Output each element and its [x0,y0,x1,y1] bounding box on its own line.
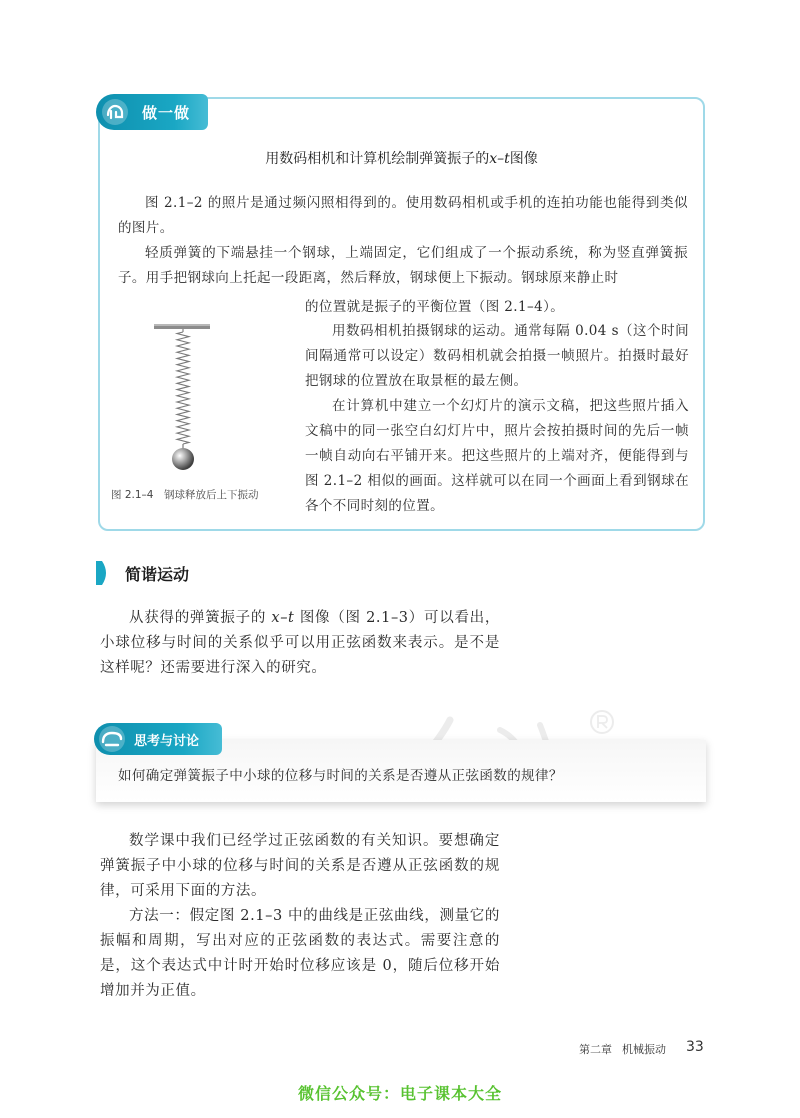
activity-paragraph-2-continued: 的位置就是振子的平衡位置（图 2.1–4）。 [305,299,565,315]
activity-badge [96,94,208,130]
activity-paragraph-4: 在计算机中建立一个幻灯片的演示文稿，把这些照片插入文稿中的同一张空白幻灯片中，照片会按拍摄时间的先后一帧一帧自动向右平铺开来。把这些照片的上端对齐，便能得到与图 2.1–2 相似的画面。这样就可以在同一个画面上看到钢球在各个不同时刻的位置。 [305,398,689,514]
steel-ball [172,448,194,470]
activity-title-prefix: 用数码相机和计算机绘制弹簧振子的 [265,151,490,167]
activity-paragraph-2: 轻质弹簧的下端悬挂一个钢球，上端固定，它们组成了一个振动系统，称为竖直弹簧振子。用手把钢球向上托起一段距离，然后释放，钢球便上下振动。钢球原来静止时 [118,245,688,286]
activity-paragraph-3: 用数码相机拍摄钢球的运动。通常每隔 0.04 s（这个时间间隔通常可以设定）数码相机就会拍摄一帧照片。拍摄时最好把钢球的位置放在取景框的最左侧。 [305,323,689,389]
activity-badge-label: 做一做 [142,103,191,122]
main-paragraph-1-prefix: 从获得的弹簧振子的 [129,610,272,626]
discussion-question: 如何确定弹簧振子中小球的位移与时间的关系是否遵从正弦函数的规律？ [118,768,563,784]
discussion-badge [94,723,222,755]
footer-chapter-number: 第二章 [579,1043,612,1056]
spring-coil [177,329,189,444]
main-paragraph-1-variable: x–t [271,610,295,626]
main-paragraph-1 [100,606,500,681]
spring-oscillator-figure [150,318,220,474]
main-paragraph-2: 数学课中我们已经学过正弦函数的有关知识。要想确定弹簧振子中小球的位移与时间的关系是否遵从正弦函数的规律，可采用下面的方法。 [100,833,500,899]
footer-chapter [579,1041,666,1057]
hand-action-icon [98,95,132,129]
activity-title-variable: x–t [489,151,510,167]
credit-line: 微信公众号：电子课本大全 [297,1084,502,1103]
activity-paragraph-1: 图 2.1–2 的照片是通过频闪照相得到的。使用数码相机或手机的连拍功能也能得到类似的图片。 [118,195,688,236]
discussion-icon [96,723,128,755]
main-paragraph-3: 方法一：假定图 2.1–3 中的曲线是正弦曲线，测量它的振幅和周期，写出对应的正弦函数的表达式。需要注意的是，这个表达式中计时开始时位移应该是 0，随后位移开始增加并为正值。 [100,908,500,999]
activity-title [98,148,705,168]
discussion-badge-label: 思考与讨论 [134,733,200,749]
main-paragraph-1-suffix: 图像（图 2.1–3）可以看出，小球位移与时间的关系似乎可以用正弦函数来表示。是不是这样呢？还需要进行深入的研究。 [100,610,501,676]
page-number: 33 [686,1039,704,1055]
figure-caption: 图 2.1–4 钢球释放后上下振动 [111,489,259,501]
section-title: 简谐运动 [125,565,190,584]
activity-title-suffix: 图像 [509,151,538,167]
section-marker-icon [96,561,110,585]
footer-chapter-title: 机械振动 [622,1043,666,1056]
